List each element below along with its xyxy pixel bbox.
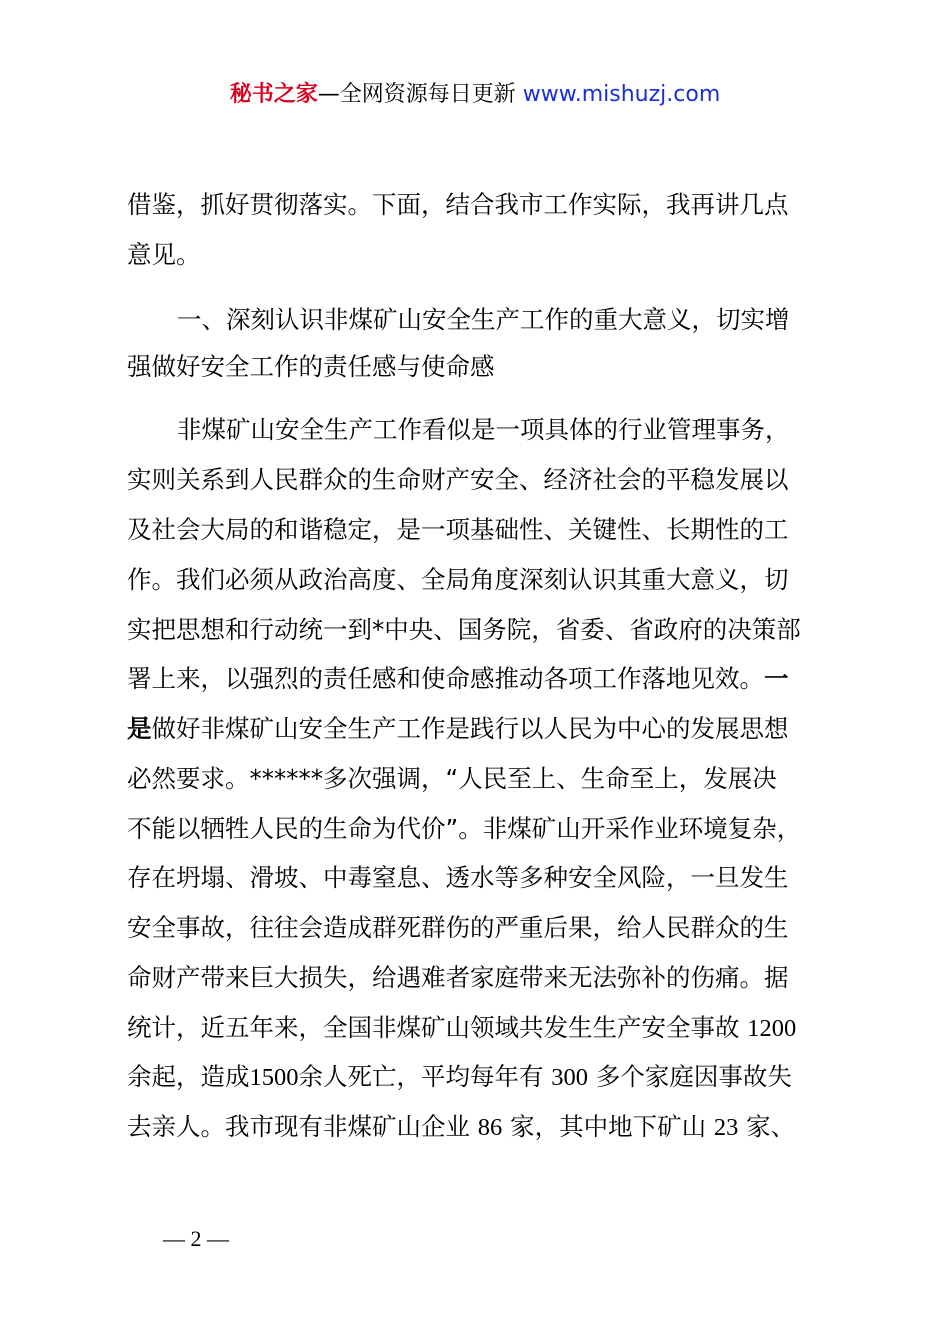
paragraph-line: 作。我们必须从政治高度、全局角度深刻认识其重大意义，切 — [127, 565, 789, 594]
paragraph-text: 家，其中地下矿山 — [502, 1112, 714, 1141]
paragraph-line: 实把思想和行动统一到*中央、国务院，省委、省政府的决策部 — [127, 615, 801, 644]
paragraph-line: 不能以牺牲人民的生命为代价”。非煤矿山开采作业环境复杂， — [127, 814, 802, 843]
paragraph-line: 意见。 — [127, 240, 201, 269]
paragraph-line — [127, 712, 789, 746]
banner-tagline: —全网资源每日更新 — [317, 82, 516, 107]
page-number: — 2 — — [163, 1226, 229, 1251]
section-heading: 强做好安全工作的责任感与使命感 — [127, 352, 495, 381]
bold-marker: 一 — [764, 664, 789, 693]
paragraph-line — [127, 1060, 792, 1094]
paragraph-text: 余起，造成 — [127, 1062, 250, 1091]
banner-url[interactable]: www.mishuzj.com — [522, 82, 721, 107]
number-text: 300 — [551, 1064, 589, 1091]
banner-brand: 秘书之家 — [229, 82, 318, 107]
paragraph-line: 实则关系到人民群众的生命财产安全、经济社会的平稳发展以 — [127, 465, 789, 494]
paragraph-text: 余人死亡，平均每年有 — [298, 1062, 552, 1091]
paragraph-text: 统计，近五年来，全国非煤矿山领域共发生生产安全事故 — [127, 1013, 748, 1042]
paragraph-line: 非煤矿山安全生产工作看似是一项具体的行业管理事务， — [177, 415, 790, 444]
paragraph-line: 命财产带来巨大损失，给遇难者家庭带来无法弥补的伤痛。据 — [127, 963, 789, 992]
site-banner — [0, 80, 950, 110]
paragraph-line — [127, 1110, 795, 1144]
paragraph-line: 存在坍塌、滑坡、中毒窒息、透水等多种安全风险，一旦发生 — [127, 863, 789, 892]
bold-marker: 是 — [127, 714, 152, 743]
number-text: 86 — [477, 1114, 503, 1141]
section-heading: 一、深刻认识非煤矿山安全生产工作的重大意义，切实增 — [177, 305, 790, 334]
paragraph-line — [127, 662, 789, 696]
paragraph-line: 及社会大局的和谐稳定，是一项基础性、关键性、长期性的工 — [127, 515, 789, 544]
paragraph-text: 多个家庭因事故失 — [588, 1062, 792, 1091]
number-text: 1200 — [747, 1015, 797, 1042]
paragraph-line — [127, 1011, 796, 1045]
number-text: 23 — [713, 1114, 739, 1141]
paragraph-line: 安全事故，往往会造成群死群伤的严重后果，给人民群众的生 — [127, 913, 789, 942]
paragraph-text: 做好非煤矿山安全生产工作是践行以人民为中心的发展思想 — [151, 714, 789, 743]
paragraph-text: 署上来，以强烈的责任感和使命感推动各项工作落地见效。 — [127, 664, 764, 693]
paragraph-line: 借鉴，抓好贯彻落实。下面，结合我市工作实际，我再讲几点 — [127, 190, 789, 219]
paragraph-line: 必然要求。******多次强调，“人民至上、生命至上，发展决 — [127, 764, 777, 793]
number-text: 1500 — [249, 1064, 299, 1091]
paragraph-text: 去亲人。我市现有非煤矿山企业 — [127, 1112, 478, 1141]
paragraph-text: 家、 — [738, 1112, 796, 1141]
